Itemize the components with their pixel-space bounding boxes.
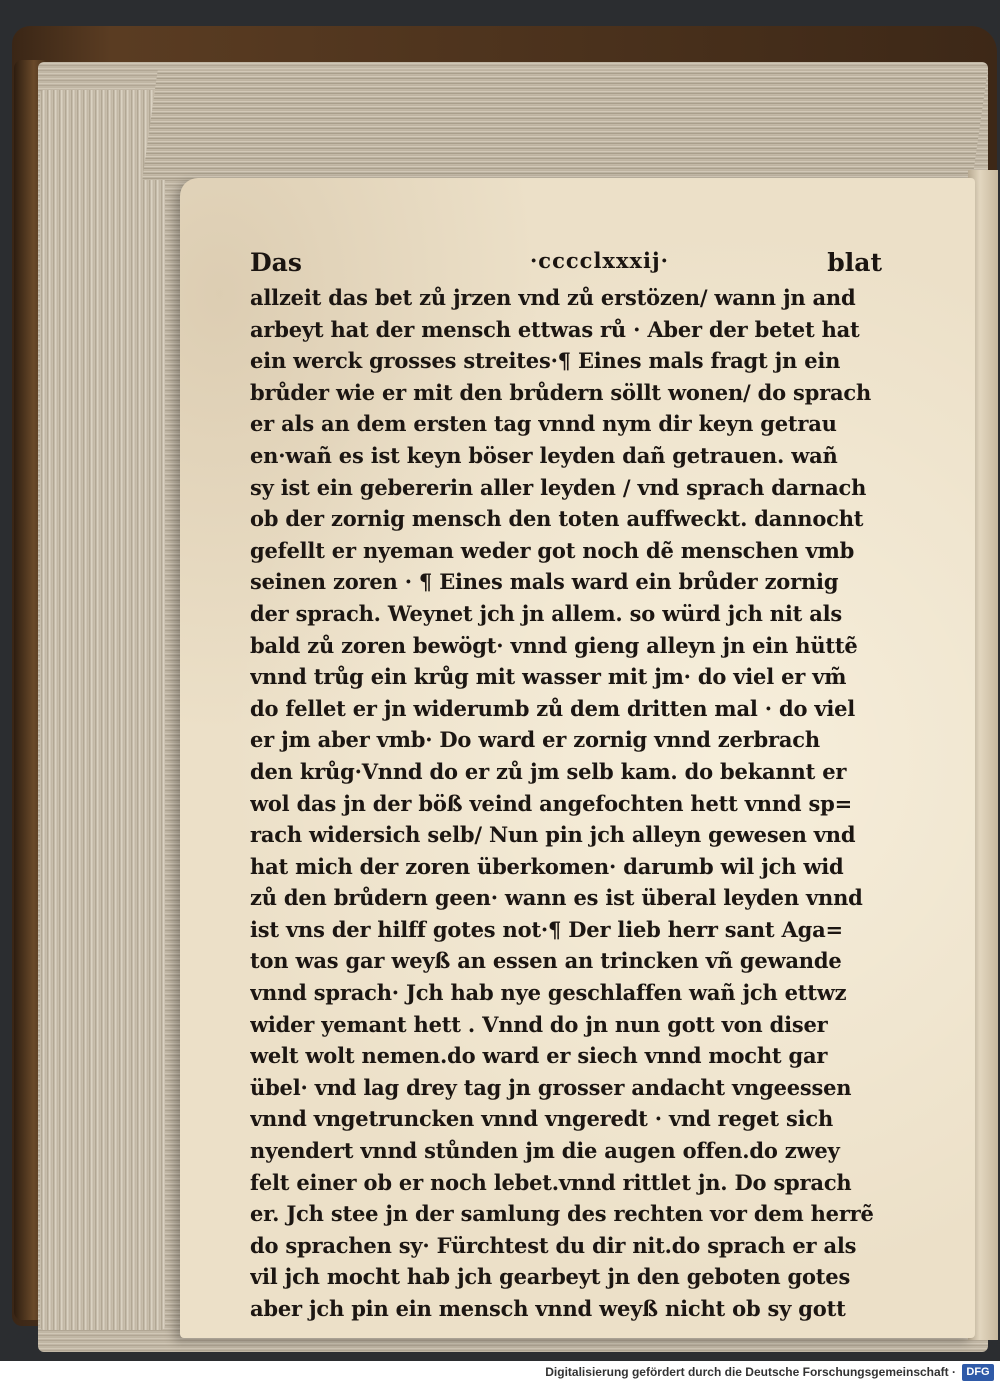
text-line: vnnd sprach· Jch hab nye geschlaffen wañ jch ettwz xyxy=(250,980,847,1006)
text-line: zů den brůdern geen· wann es ist überal leyden vnnd xyxy=(250,885,863,911)
text-line: den krůg·Vnnd do er zů jm selb kam. do bekannt er xyxy=(250,758,847,784)
text-line: der sprach. Weynet jch jn allem. so würd jch nit als xyxy=(250,600,843,626)
text-line: gefellt er nyeman weder got noch dẽ menschen vmb xyxy=(250,537,855,563)
footer-bar xyxy=(0,1361,1000,1385)
text-line: ein werck grosses streites·¶ Eines mals fragt jn ein xyxy=(250,348,841,374)
page-edges-left xyxy=(40,90,165,1330)
text-line: rach widersich selb/ Nun pin jch alleyn gewesen vnd xyxy=(250,822,856,848)
text-block xyxy=(250,282,882,1325)
text-line: allzeit das bet zů jrzen vnd zů erstözen/ wann jn and xyxy=(250,285,856,310)
text-line: do fellet er jn widerumb zů dem dritten mal · do viel xyxy=(250,695,856,721)
text-line: en·wañ es ist keyn böser leyden dañ getrauen. wañ xyxy=(250,442,838,468)
folio-number: ·cccclxxxij· xyxy=(530,248,669,273)
text-line: ist vns der hilff gotes not·¶ Der lieb herr sant Aga= xyxy=(250,916,843,942)
text-line: arbeyt hat der mensch ettwas rů · Aber der betet hat xyxy=(250,316,860,342)
text-line: do sprachen sy· Fürchtest du dir nit.do sprach er als xyxy=(250,1232,857,1258)
text-line: nyendert vnnd stůnden jm die augen offen.do zwey xyxy=(250,1138,840,1164)
text-line: er. Jch stee jn der samlung des rechten vor dem herrẽ xyxy=(250,1201,874,1227)
text-line: vnnd trůg ein krůg mit wasser mit jm· do viel er vm̃ xyxy=(250,664,847,690)
text-line: wol das jn der böß veind angefochten hett vnnd sp= xyxy=(250,790,852,816)
dfg-logo: DFG xyxy=(962,1364,994,1381)
page-edges-top xyxy=(142,70,987,180)
header-right: blat xyxy=(827,248,882,277)
text-line: welt wolt nemen.do ward er siech vnnd mocht gar xyxy=(250,1043,828,1069)
text-line: wider yemant hett . Vnnd do jn nun gott von diser xyxy=(250,1011,828,1037)
text-line: vnnd vngetruncken vnnd vngeredt · vnd reget sich xyxy=(250,1106,834,1132)
text-line: übel· vnd lag drey tag jn grosser andacht vngeessen xyxy=(250,1074,852,1100)
text-line: felt einer ob er noch lebet.vnnd rittlet jn. Do sprach xyxy=(250,1169,852,1195)
text-line: ob der zornig mensch den toten auffweckt. dannocht xyxy=(250,506,864,532)
book-page xyxy=(180,178,975,1338)
text-line: brůder wie er mit den brůdern söllt wonen/ do sprach xyxy=(250,379,872,405)
text-line: ton was gar weyß an essen an trincken vñ gewande xyxy=(250,948,842,974)
text-line: hat mich der zoren überkomen· darumb wil jch wid xyxy=(250,853,844,879)
text-line: er als an dem ersten tag vnnd nym dir keyn getrau xyxy=(250,411,837,437)
text-line: vil jch mocht hab jch gearbeyt jn den geboten gotes xyxy=(250,1264,851,1290)
text-line: sy ist ein gebererin aller leyden / vnd sprach darnach xyxy=(250,474,867,500)
funding-credit: Digitalisierung gefördert durch die Deutsche Forschungsgemeinschaft · xyxy=(545,1365,956,1379)
text-line: er jm aber vmb· Do ward er zornig vnnd zerbrach xyxy=(250,727,820,753)
text-line: aber jch pin ein mensch vnnd weyß nicht ob sy gott xyxy=(250,1296,846,1321)
header-left: Das xyxy=(250,248,302,277)
text-line: seinen zoren · ¶ Eines mals ward ein brůder zornig xyxy=(250,569,839,595)
text-line: bald zů zoren bewögt· vnnd gieng alleyn jn ein hüttẽ xyxy=(250,632,858,658)
